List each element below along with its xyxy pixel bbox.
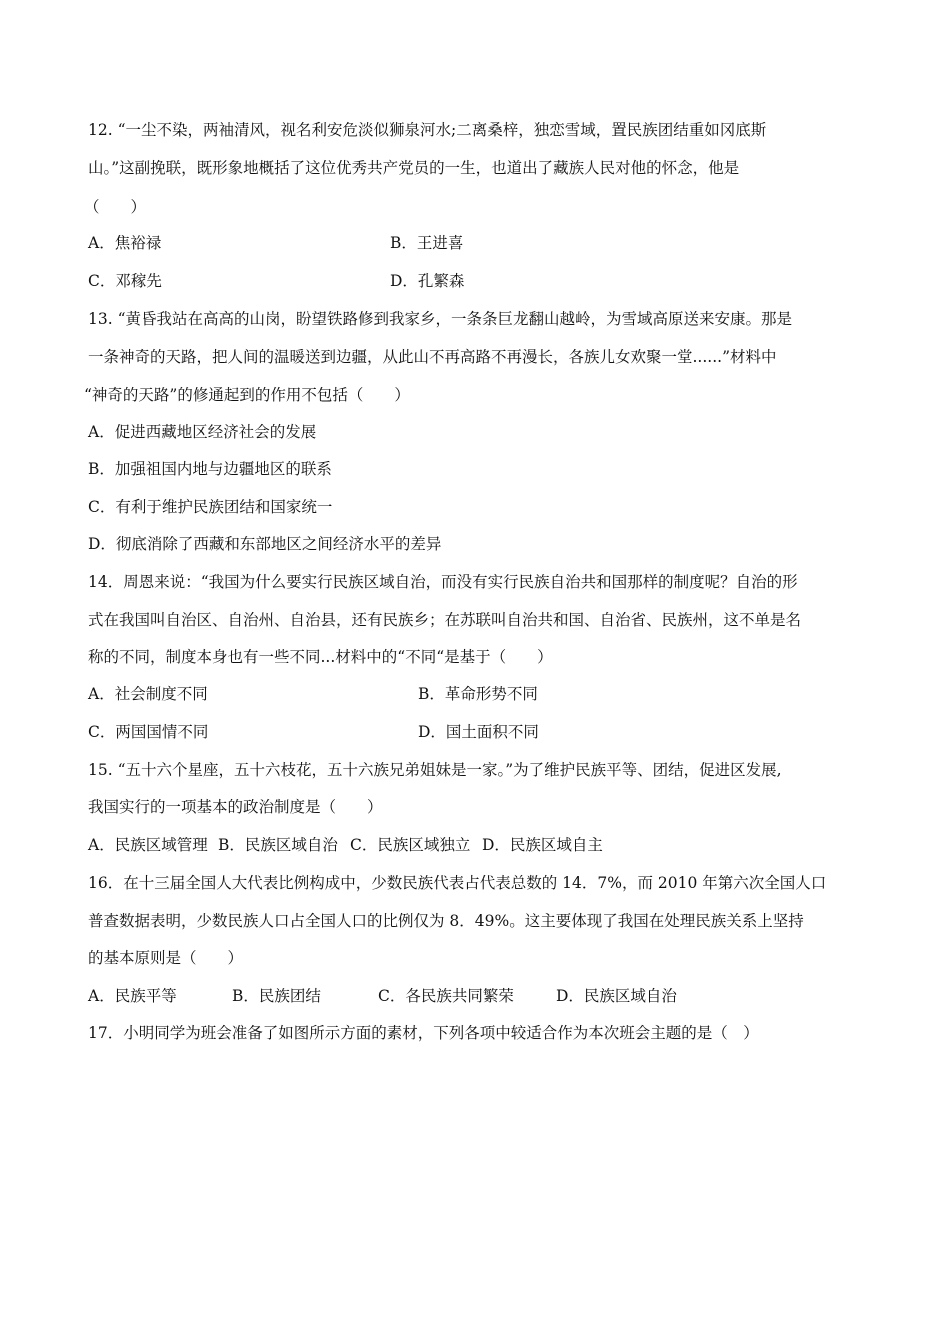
- q12-answer-bracket: （ ）: [84, 198, 147, 216]
- q14-stem-line2: 式在我国叫自治区、自治州、自治县，还有民族乡；在苏联叫自治共和国、自治省、民族州，这不单是名: [88, 611, 802, 629]
- q14-option-d: D．国土面积不同: [418, 723, 539, 741]
- q16-option-d: D．民族区域自治: [556, 987, 677, 1005]
- q16-option-b: B．民族团结: [232, 987, 321, 1005]
- q16-stem-line3: 的基本原则是（ ）: [88, 949, 244, 967]
- q12-option-c: C．邓稼先: [88, 272, 162, 290]
- q17-stem-line1: 17．小明同学为班会准备了如图所示方面的素材，下列各项中较适合作为本次班会主题的是（ ）: [88, 1024, 759, 1042]
- q16-option-a: A．民族平等: [88, 987, 177, 1005]
- q13-stem-line1: 13. “黄昏我站在高高的山岗，盼望铁路修到我家乡，一条条巨龙翻山越岭，为雪域高原送来安康。那是: [88, 310, 793, 328]
- q16-stem-line1: 16．在十三届全国人大代表比例构成中，少数民族代表占代表总数的 14．7%，而 2010 年第六次全国人口: [88, 874, 827, 892]
- q13-option-c: C．有利于维护民族团结和国家统一: [88, 498, 333, 516]
- q15-option-a: A．民族区域管理: [88, 836, 208, 854]
- q15-option-c: C．民族区域独立: [350, 836, 471, 854]
- q12-option-b: B．王进喜: [390, 234, 464, 252]
- q14-stem-line1: 14．周恩来说：“我国为什么要实行民族区域自治，而没有实行民族自治共和国那样的制度呢？自治的形: [88, 573, 798, 591]
- q14-option-a: A．社会制度不同: [88, 685, 208, 703]
- q13-option-b: B．加强祖国内地与边疆地区的联系: [88, 460, 332, 478]
- q13-stem-line2: 一条神奇的天路，把人间的温暖送到边疆，从此山不再高路不再漫长，各族儿女欢聚一堂......”材料中: [88, 348, 777, 366]
- q13-option-d: D．彻底消除了西藏和东部地区之间经济水平的差异: [88, 535, 442, 553]
- q16-option-c: C．各民族共同繁荣: [378, 987, 514, 1005]
- q15-option-b: B．民族区域自治: [218, 836, 338, 854]
- q13-option-a: A．促进西藏地区经济社会的发展: [88, 423, 317, 441]
- q12-option-d: D．孔繁森: [390, 272, 465, 290]
- q15-stem-line1: 15. “五十六个星座，五十六枝花，五十六族兄弟姐妹是一家。”为了维护民族平等、团结，促进区发展,: [88, 761, 782, 779]
- q14-stem-line3: 称的不同，制度本身也有一些不同...材料中的“不同“是基于（ ）: [88, 648, 553, 666]
- q14-option-b: B．革命形势不同: [418, 685, 538, 703]
- q15-stem-line2: 我国实行的一项基本的政治制度是（ ）: [88, 798, 383, 816]
- q13-stem-line3: “神奇的天路”的修通起到的作用不包括（ ）: [84, 386, 410, 404]
- q14-option-c: C．两国国情不同: [88, 723, 209, 741]
- q12-stem-line1: 12. “一尘不染，两袖清风，视名利安危淡似狮泉河水;二离桑梓，独恋雪域，置民族团结重如冈底斯: [88, 121, 767, 139]
- q15-option-d: D．民族区域自主: [482, 836, 603, 854]
- q12-stem-line2: 山。”这副挽联，既形象地概括了这位优秀共产党员的一生，也道出了藏族人民对他的怀念，他是: [88, 159, 740, 177]
- q12-option-a: A．焦裕禄: [88, 234, 162, 252]
- q16-stem-line2: 普查数据表明，少数民族人口占全国人口的比例仅为 8．49%。这主要体现了我国在处理民族关系上坚持: [88, 912, 804, 930]
